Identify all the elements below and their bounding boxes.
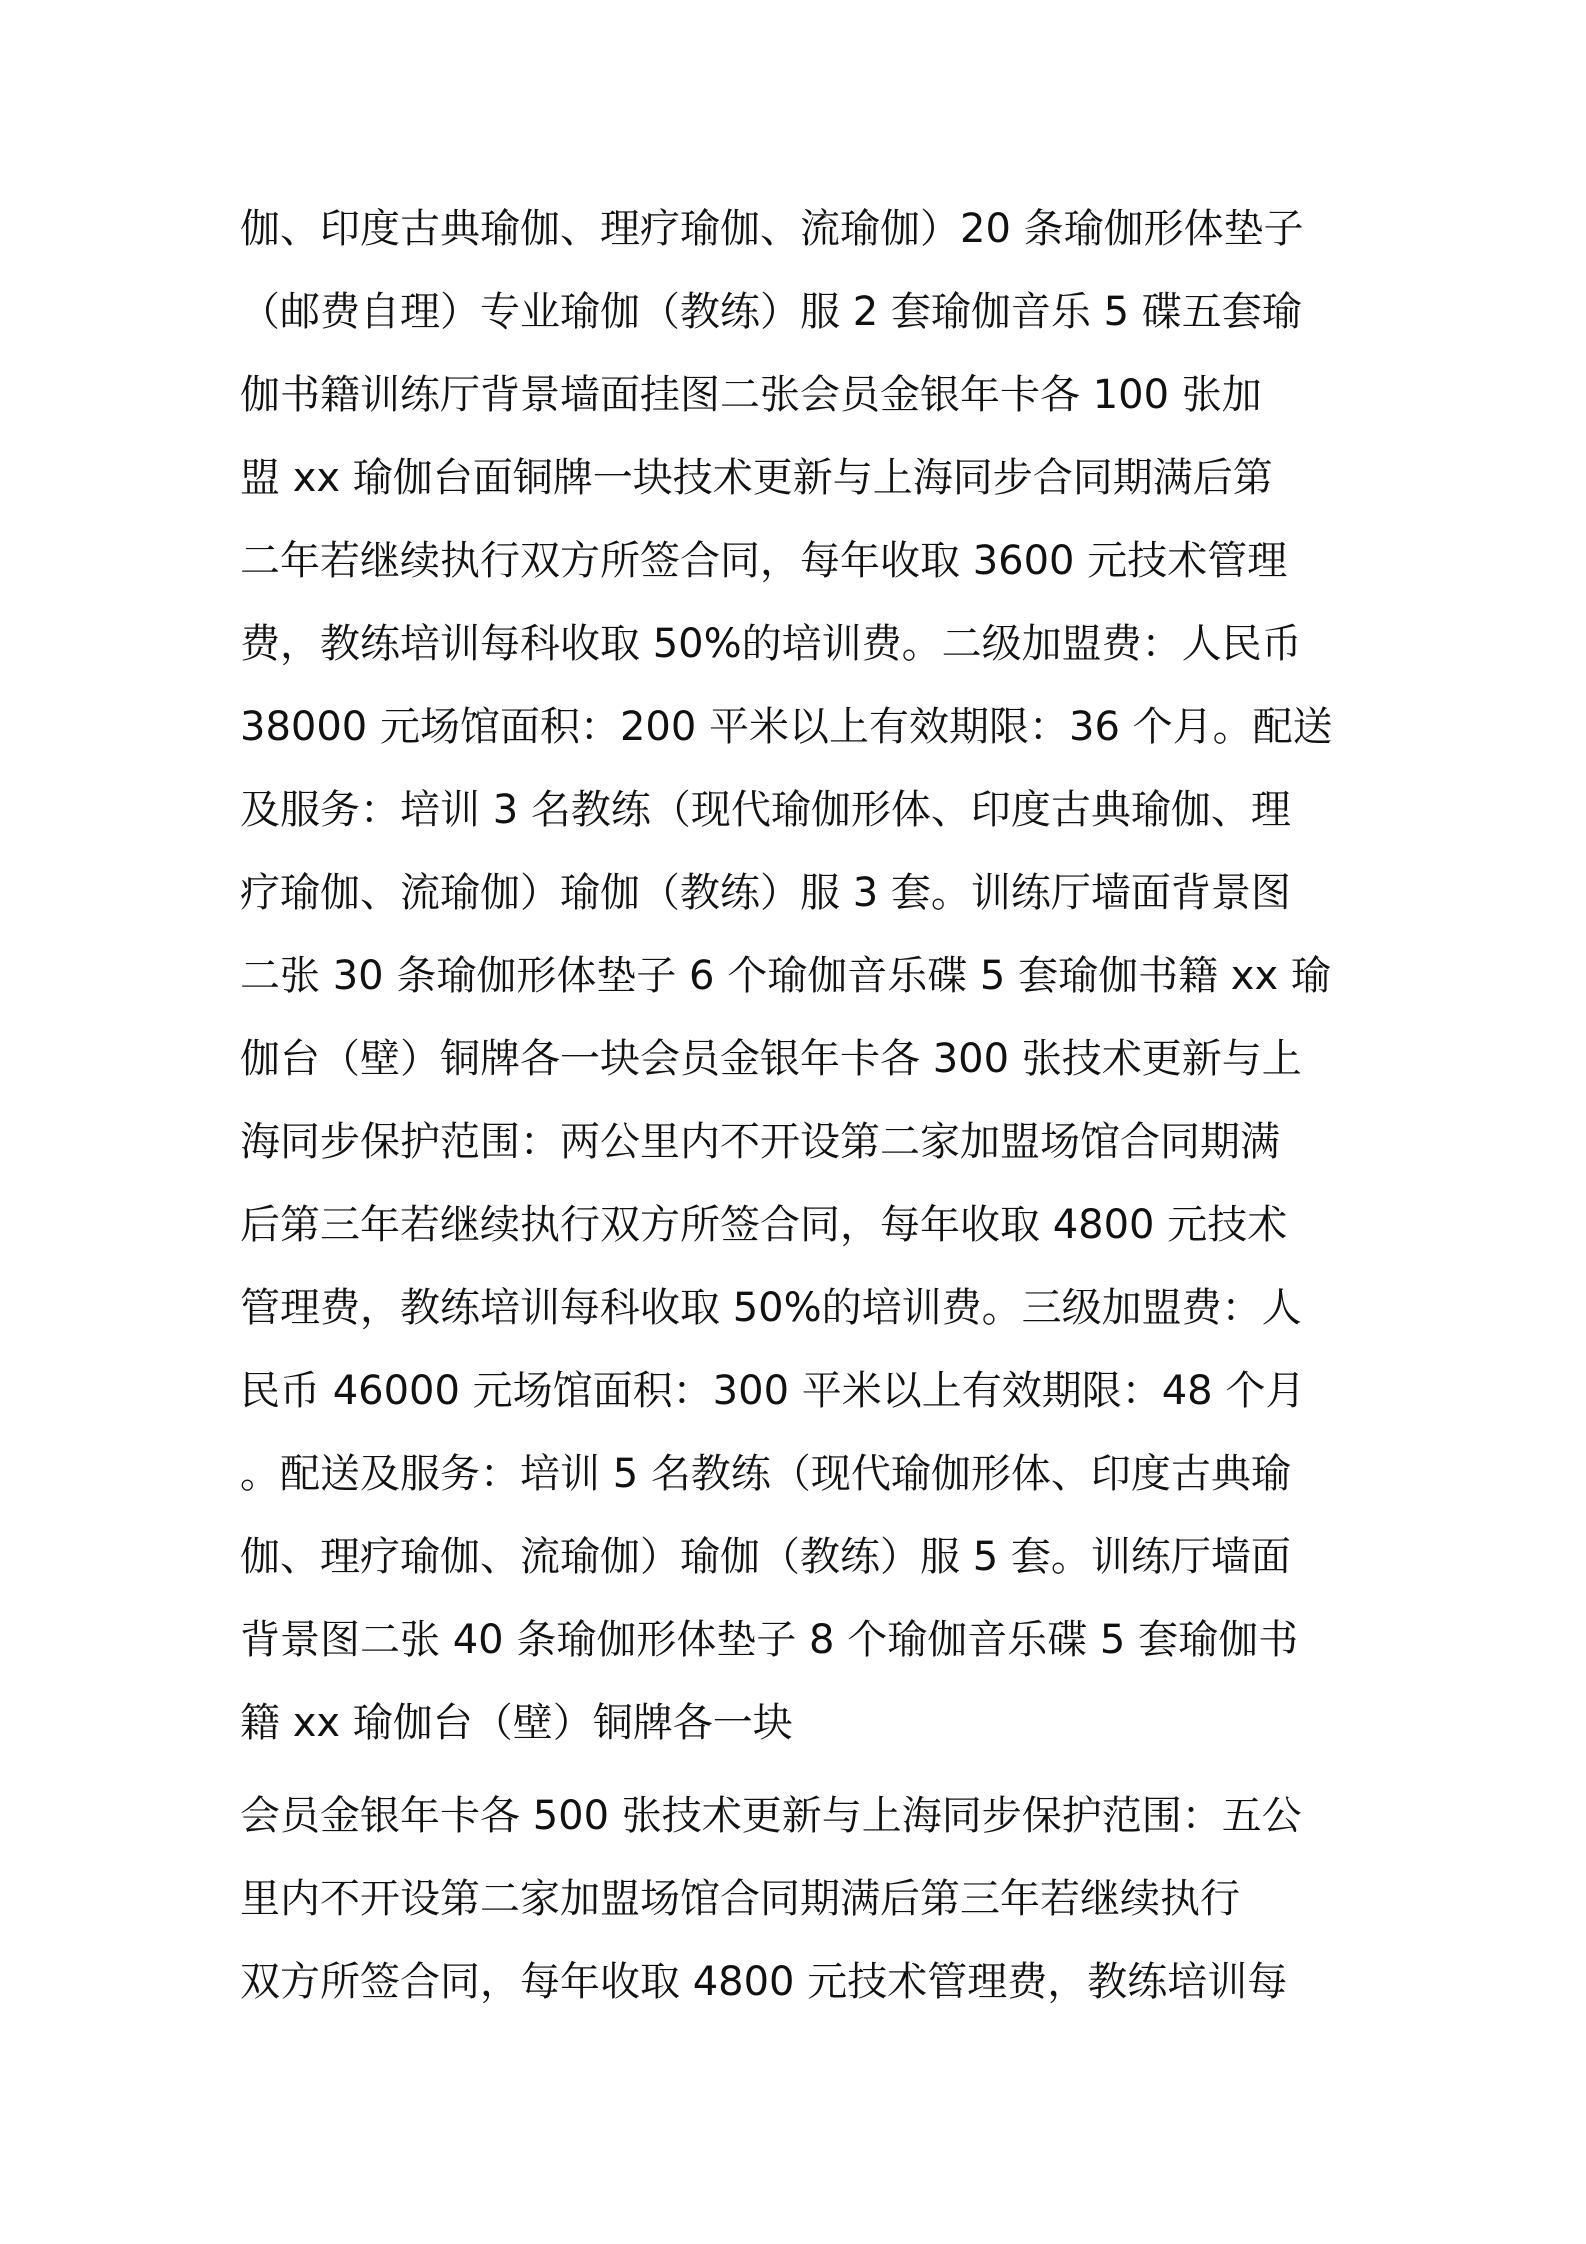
text-line: 。配送及服务：培训 5 名教练（现代瑜伽形体、印度古典瑜 bbox=[240, 1451, 1291, 1497]
text-line: 籍 xx 瑜伽台（壁）铜牌各一块 bbox=[240, 1700, 793, 1746]
text-line: 疗瑜伽、流瑜伽）瑜伽（教练）服 3 套。训练厅墙面背景图 bbox=[240, 870, 1291, 916]
text-line: 管理费，教练培训每科收取 50%的培训费。三级加盟费：人 bbox=[240, 1285, 1302, 1331]
text-line: 盟 xx 瑜伽台面铜牌一块技术更新与上海同步合同期满后第 bbox=[240, 455, 1273, 501]
text-line: 伽台（壁）铜牌各一块会员金银年卡各 300 张技术更新与上 bbox=[240, 1036, 1302, 1082]
text-line: 及服务：培训 3 名教练（现代瑜伽形体、印度古典瑜伽、理 bbox=[240, 787, 1291, 833]
text-line: 后第三年若继续执行双方所签合同，每年收取 4800 元技术 bbox=[240, 1202, 1288, 1248]
text-line: 双方所签合同，每年收取 4800 元技术管理费，教练培训每 bbox=[240, 1959, 1288, 2005]
text-line: 伽书籍训练厅背景墙面挂图二张会员金银年卡各 100 张加 bbox=[240, 372, 1262, 418]
text-line: 会员金银年卡各 500 张技术更新与上海同步保护范围：五公 bbox=[240, 1793, 1302, 1839]
text-line: 费，教练培训每科收取 50%的培训费。二级加盟费：人民币 bbox=[240, 621, 1302, 667]
text-line: 38000 元场馆面积：200 平米以上有效期限：36 个月。配送 bbox=[240, 704, 1333, 750]
text-line: 海同步保护范围：两公里内不开设第二家加盟场馆合同期满 bbox=[240, 1119, 1280, 1165]
paragraph-1 bbox=[240, 188, 1358, 1765]
text-line: （邮费自理）专业瑜伽（教练）服 2 套瑜伽音乐 5 碟五套瑜 bbox=[240, 289, 1302, 335]
text-line: 伽、印度古典瑜伽、理疗瑜伽、流瑜伽）20 条瑜伽形体垫子 bbox=[240, 206, 1304, 252]
paragraph-2 bbox=[240, 1775, 1358, 2024]
text-line: 二张 30 条瑜伽形体垫子 6 个瑜伽音乐碟 5 套瑜伽书籍 xx 瑜 bbox=[240, 953, 1331, 999]
text-line: 伽、理疗瑜伽、流瑜伽）瑜伽（教练）服 5 套。训练厅墙面 bbox=[240, 1534, 1291, 1580]
text-line: 二年若继续执行双方所签合同，每年收取 3600 元技术管理 bbox=[240, 538, 1288, 584]
text-line: 背景图二张 40 条瑜伽形体垫子 8 个瑜伽音乐碟 5 套瑜伽书 bbox=[240, 1617, 1299, 1663]
text-line: 里内不开设第二家加盟场馆合同期满后第三年若继续执行 bbox=[240, 1876, 1240, 1922]
text-line: 民币 46000 元场馆面积：300 平米以上有效期限：48 个月 bbox=[240, 1368, 1306, 1414]
